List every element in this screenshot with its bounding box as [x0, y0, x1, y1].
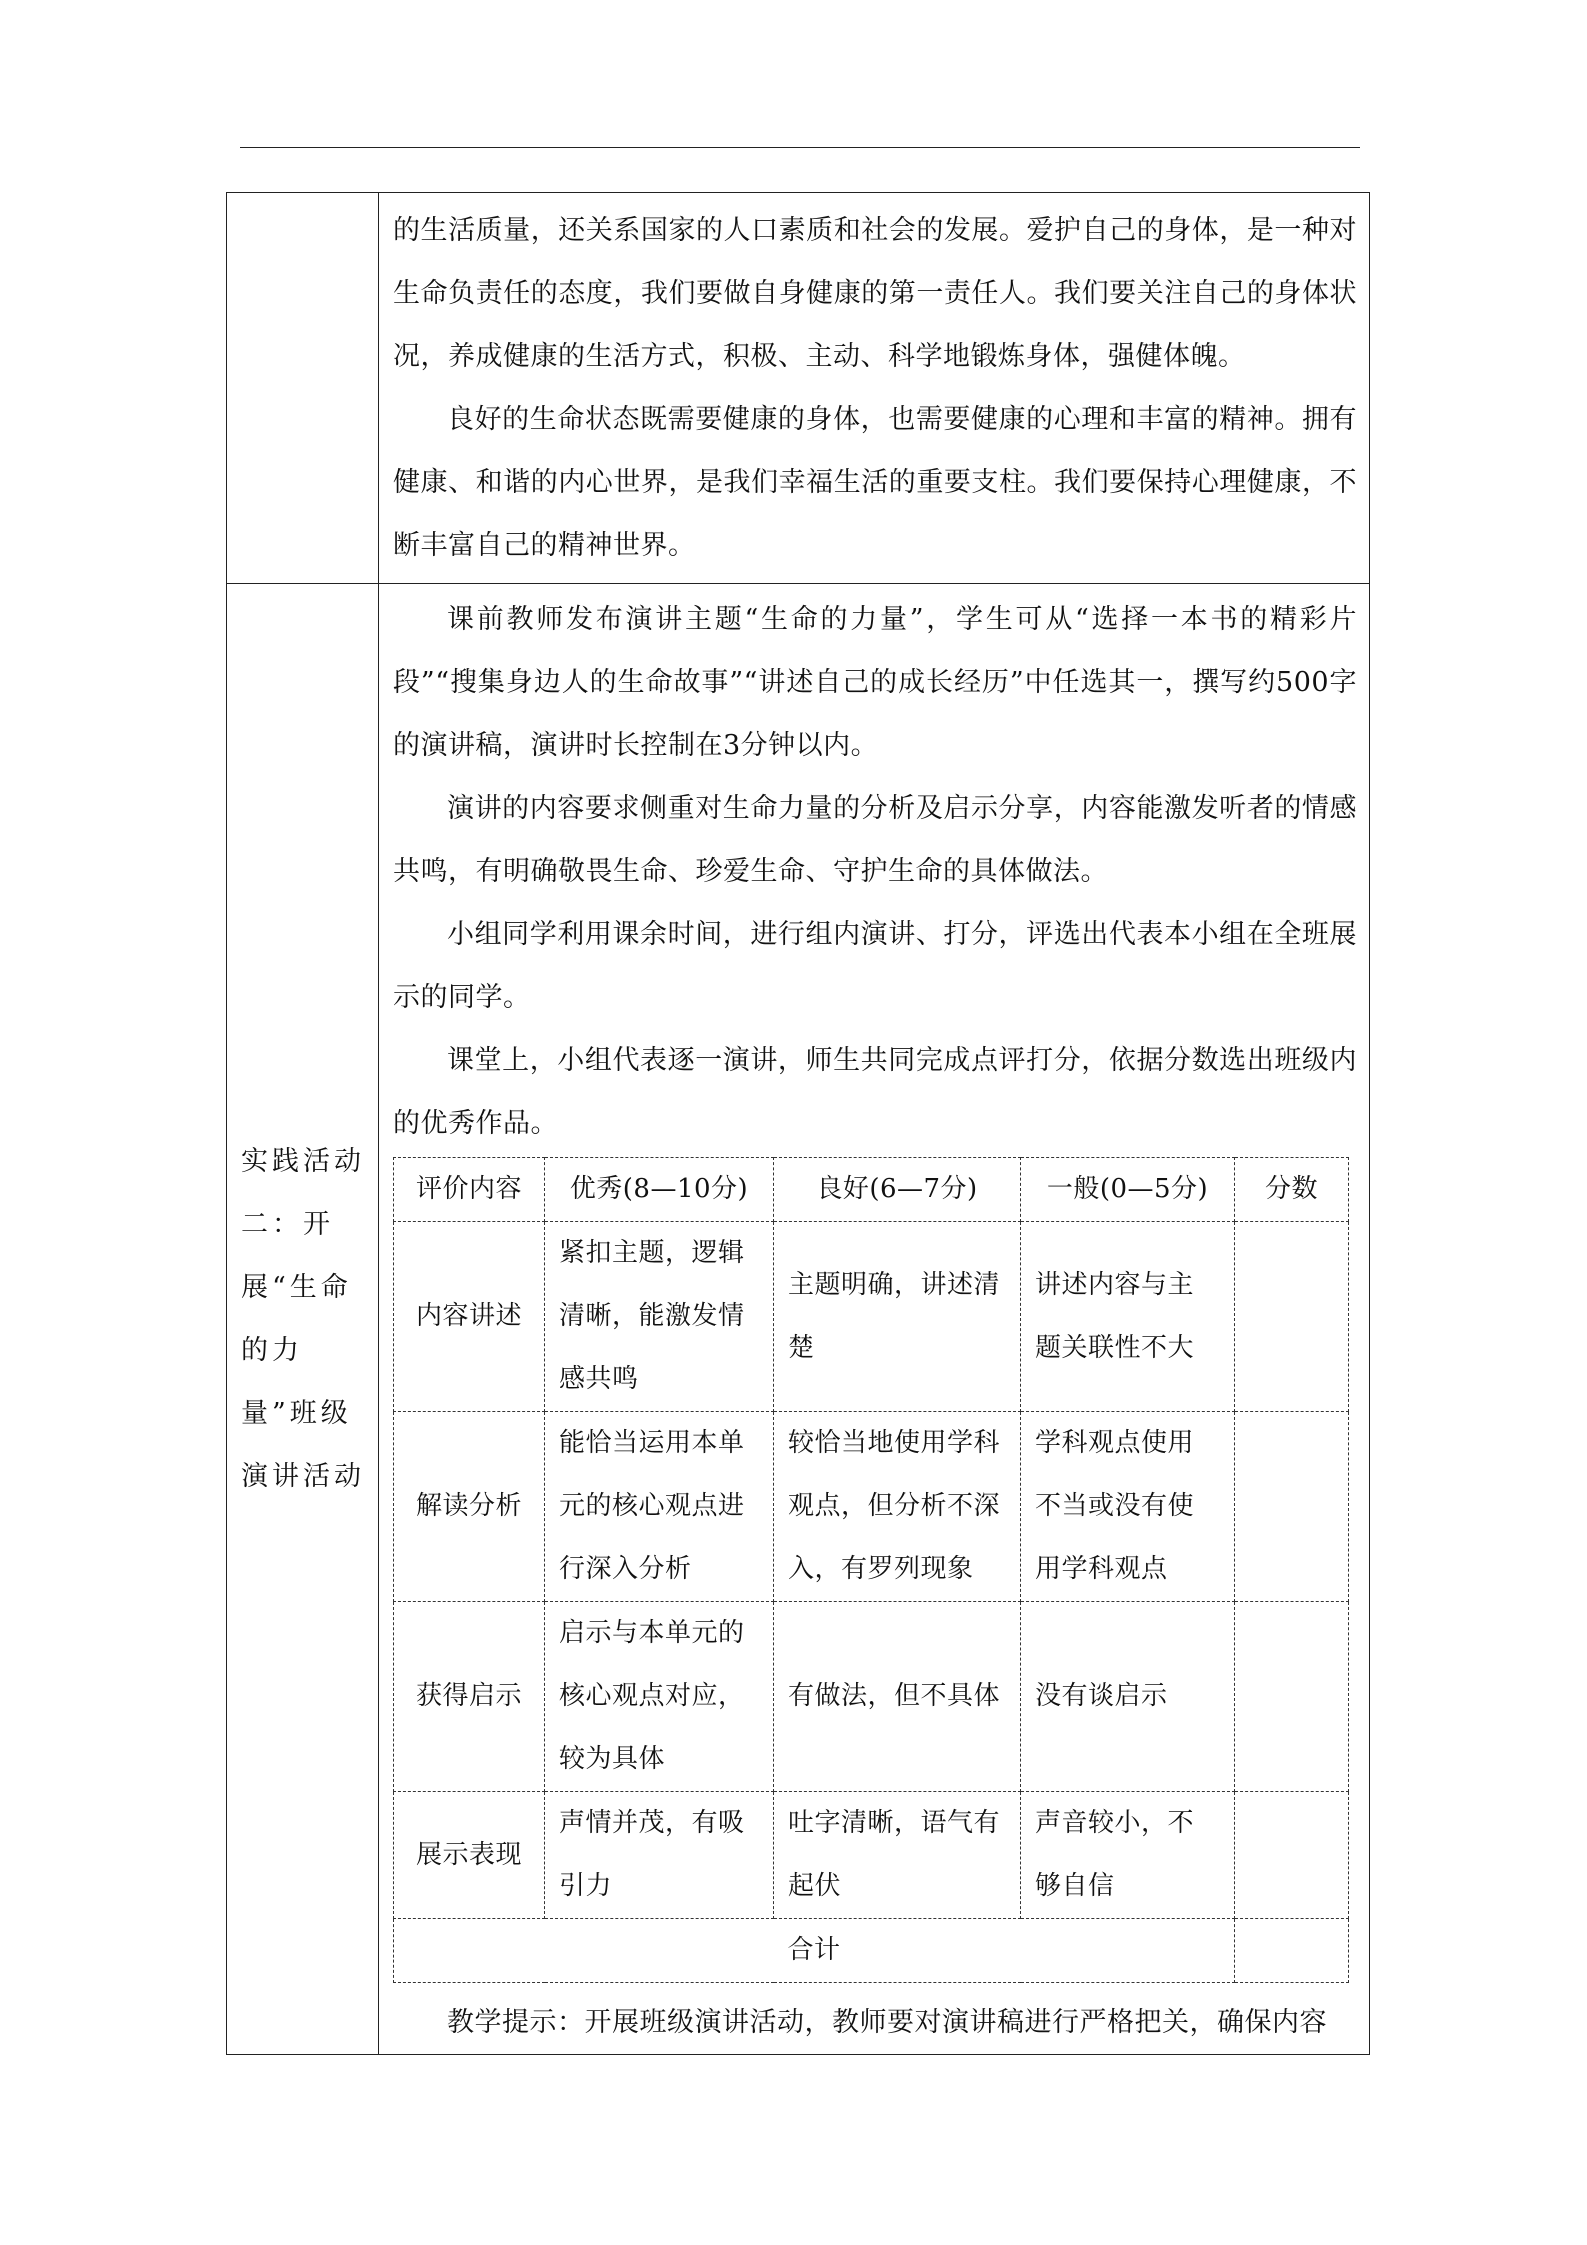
- row-label-cell: [227, 584, 379, 2055]
- rubric-good: 有做法，但不具体: [774, 1602, 1021, 1792]
- paragraph: 小组同学利用课余时间，进行组内演讲、打分，评选出代表本小组在全班展示的同学。: [393, 919, 1357, 1013]
- rubric-score-cell[interactable]: [1235, 1602, 1349, 1792]
- rubric-header-cell: 一般(0—5分): [1021, 1158, 1235, 1222]
- rubric-excellent: 能恰当运用本单元的核心观点进行深入分析: [545, 1412, 774, 1602]
- activity-two-label: 实践活动二：开展“生命的力量”班级演讲活动: [241, 1146, 365, 1492]
- rubric-fair: 学科观点使用不当或没有使用学科观点: [1021, 1412, 1235, 1602]
- rubric-fair: 声音较小，不够自信: [1021, 1792, 1235, 1919]
- rubric-excellent: 紧扣主题，逻辑清晰，能激发情感共鸣: [545, 1222, 774, 1412]
- rubric-total-score[interactable]: [1235, 1919, 1349, 1983]
- paragraph: 课堂上，小组代表逐一演讲，师生共同完成点评打分，依据分数选出班级内的优秀作品。: [393, 1045, 1357, 1139]
- rubric-fair: 讲述内容与主题关联性不大: [1021, 1222, 1235, 1412]
- rubric-total-label: 合计: [394, 1919, 1235, 1983]
- paragraph: 课前教师发布演讲主题“生命的力量”，学生可从“选择一本书的精彩片段”“搜集身边人的生命故事”“讲述自己的成长经历”中任选其一，撰写约500字的演讲稿，演讲时长控制在3分钟以内。: [393, 604, 1357, 761]
- rubric-excellent: 启示与本单元的核心观点对应，较为具体: [545, 1602, 774, 1792]
- rubric-row: [394, 1602, 1349, 1792]
- rubric-header-row: [394, 1158, 1349, 1222]
- lesson-row-continued: [227, 193, 1370, 584]
- rubric-criterion: 展示表现: [394, 1792, 545, 1919]
- rubric-row: [394, 1412, 1349, 1602]
- row-label-cell: [227, 193, 379, 584]
- rubric-row: [394, 1792, 1349, 1919]
- rubric-header-cell: 评价内容: [394, 1158, 545, 1222]
- rubric-total-row: [394, 1919, 1349, 1983]
- rubric-good: 主题明确，讲述清楚: [774, 1222, 1021, 1412]
- lesson-plan-table: [226, 192, 1370, 2055]
- rubric-header-cell: 优秀(8—10分): [545, 1158, 774, 1222]
- paragraph: 良好的生命状态既需要健康的身体，也需要健康的心理和丰富的精神。拥有健康、和谐的内心世界，是我们幸福生活的重要支柱。我们要保持心理健康，不断丰富自己的精神世界。: [393, 404, 1357, 561]
- rubric-criterion: 解读分析: [394, 1412, 545, 1602]
- rubric-fair: 没有谈启示: [1021, 1602, 1235, 1792]
- rubric-row: [394, 1222, 1349, 1412]
- rubric-score-cell[interactable]: [1235, 1792, 1349, 1919]
- rubric-score-cell[interactable]: [1235, 1412, 1349, 1602]
- rubric-header-cell: 分数: [1235, 1158, 1349, 1222]
- row-content-cell: [379, 193, 1370, 584]
- rubric-criterion: 获得启示: [394, 1602, 545, 1792]
- paragraph: 的生活质量，还关系国家的人口素质和社会的发展。爱护自己的身体，是一种对生命负责任的态度，我们要做自身健康的第一责任人。我们要关注自己的身体状况，养成健康的生活方式，积极、主动、科学地锻炼身体，强健体魄。: [393, 215, 1357, 372]
- header-rule: [240, 147, 1360, 148]
- rubric-header-cell: 良好(6—7分): [774, 1158, 1021, 1222]
- teaching-tip: 教学提示：开展班级演讲活动，教师要对演讲稿进行严格把关，确保内容: [447, 2007, 1327, 2038]
- lesson-row-activity-two: [227, 584, 1370, 2055]
- rubric-criterion: 内容讲述: [394, 1222, 545, 1412]
- paragraph: 演讲的内容要求侧重对生命力量的分析及启示分享，内容能激发听者的情感共鸣，有明确敬畏生命、珍爱生命、守护生命的具体做法。: [393, 793, 1357, 887]
- row-content-cell: [379, 584, 1370, 2055]
- rubric-score-cell[interactable]: [1235, 1222, 1349, 1412]
- evaluation-rubric-table: [393, 1157, 1349, 1983]
- rubric-good: 较恰当地使用学科观点，但分析不深入，有罗列现象: [774, 1412, 1021, 1602]
- rubric-good: 吐字清晰，语气有起伏: [774, 1792, 1021, 1919]
- rubric-excellent: 声情并茂，有吸引力: [545, 1792, 774, 1919]
